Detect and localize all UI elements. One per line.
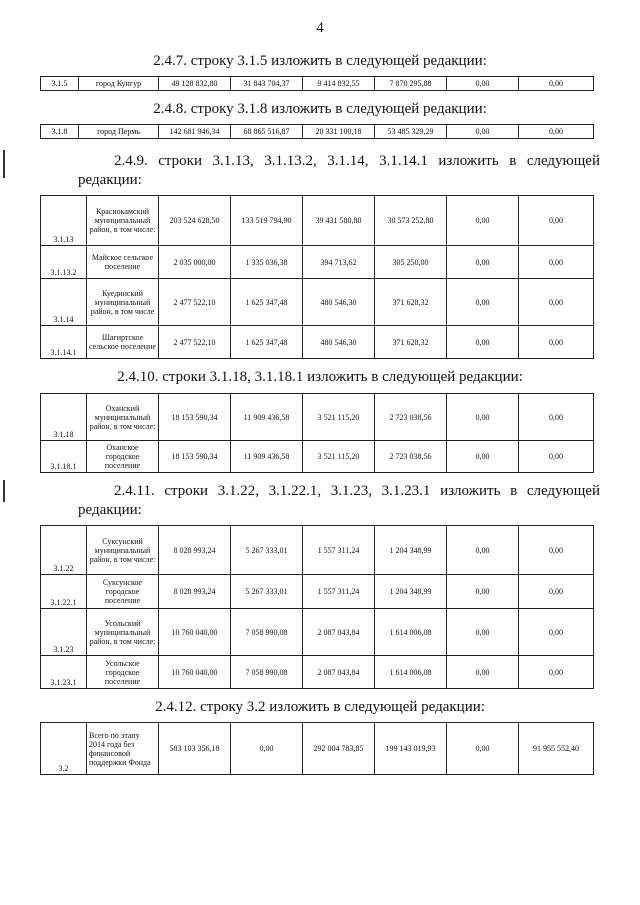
row-value: 371 628,32 — [375, 279, 447, 326]
row-code: 3.1.13.2 — [41, 246, 87, 279]
heading-2-4-12: 2.4.12. строку 3.2 изложить в следующей редакции: — [155, 699, 485, 715]
row-code: 3.1.22 — [41, 526, 87, 575]
row-value: 0,00 — [447, 196, 519, 246]
table-row — [41, 77, 594, 91]
row-value: 583 103 356,18 — [159, 723, 231, 775]
table-row — [41, 723, 594, 775]
row-name: Краснокамский муниципальный район, в том числе: — [87, 196, 159, 246]
row-value: 2 477 522,10 — [159, 326, 231, 359]
row-value: 49 128 832,80 — [159, 77, 231, 91]
row-value: 1 557 311,24 — [303, 526, 375, 575]
heading-line: 2.4.11. строки 3.1.22, 3.1.22.1, 3.1.23, 3.1.23.1 изложить в следующей — [114, 483, 600, 499]
row-name: Суксунский муниципальный район, в том числе: — [87, 526, 159, 575]
table-row — [41, 326, 594, 359]
row-value: 2 477 522,10 — [159, 279, 231, 326]
row-value: 0,00 — [519, 279, 594, 326]
row-name: город Кунгур — [79, 77, 159, 91]
row-value: 0,00 — [519, 441, 594, 473]
row-value: 68 865 516,87 — [231, 125, 303, 139]
row-value: 31 843 704,37 — [231, 77, 303, 91]
row-value: 0,00 — [447, 656, 519, 689]
row-name: Шагиртское сельское поселение — [87, 326, 159, 359]
row-value: 20 331 100,18 — [303, 125, 375, 139]
row-value: 0,00 — [447, 575, 519, 609]
table-row — [41, 196, 594, 246]
row-value: 2 723 038,56 — [375, 441, 447, 473]
page-number: 4 — [316, 20, 324, 36]
row-value: 394 713,62 — [303, 246, 375, 279]
heading-2-4-9 — [78, 152, 600, 190]
row-code: 3.1.14 — [41, 279, 87, 326]
row-value: 1 614 006,08 — [375, 609, 447, 656]
row-code: 3.1.14.1 — [41, 326, 87, 359]
row-value: 199 143 019,93 — [375, 723, 447, 775]
row-value: 11 909 436,58 — [231, 441, 303, 473]
row-value: 0,00 — [447, 125, 519, 139]
row-value: 1 204 348,99 — [375, 575, 447, 609]
row-value: 9 414 832,55 — [303, 77, 375, 91]
row-value: 0,00 — [519, 526, 594, 575]
heading-line: редакции: — [78, 502, 142, 518]
row-name: Усольское городское поселение — [87, 656, 159, 689]
table-3-1-18 — [40, 393, 594, 473]
row-value: 3 521 115,20 — [303, 441, 375, 473]
row-name: Оханский муниципальный район, в том числе: — [87, 394, 159, 441]
row-value: 0,00 — [447, 441, 519, 473]
row-value: 0,00 — [519, 77, 594, 91]
table-row — [41, 279, 594, 326]
table-3-1-13 — [40, 195, 594, 359]
row-value: 0,00 — [447, 609, 519, 656]
heading-2-4-7: 2.4.7. строку 3.1.5 изложить в следующей редакции: — [153, 53, 487, 69]
table-row — [41, 609, 594, 656]
row-value: 0,00 — [519, 575, 594, 609]
row-value: 133 519 794,90 — [231, 196, 303, 246]
row-name: город Пермь — [79, 125, 159, 139]
table-3-1-5 — [40, 76, 594, 91]
row-value: 1 557 311,24 — [303, 575, 375, 609]
row-value: 0,00 — [447, 526, 519, 575]
row-value: 0,00 — [231, 723, 303, 775]
row-value: 2 087 043,84 — [303, 656, 375, 689]
row-value: 0,00 — [447, 279, 519, 326]
row-name: Майское сельское поселение — [87, 246, 159, 279]
row-value: 0,00 — [519, 656, 594, 689]
row-code: 3.1.23.1 — [41, 656, 87, 689]
row-value: 0,00 — [447, 77, 519, 91]
row-name: Суксунское городское поселение — [87, 575, 159, 609]
row-value: 480 546,30 — [303, 326, 375, 359]
row-value: 0,00 — [447, 723, 519, 775]
row-value: 1 625 347,48 — [231, 279, 303, 326]
table-row — [41, 246, 594, 279]
heading-2-4-8: 2.4.8. строку 3.1.8 изложить в следующей редакции: — [153, 101, 487, 117]
row-value: 0,00 — [519, 125, 594, 139]
row-code: 3.1.8 — [41, 125, 79, 139]
table-3-1-8 — [40, 124, 594, 139]
scan-margin-mark — [3, 150, 5, 178]
row-name: Усольский муниципальный район, в том числе: — [87, 609, 159, 656]
row-value: 91 955 552,40 — [519, 723, 594, 775]
row-value: 0,00 — [519, 394, 594, 441]
row-name: Всего по этапу 2014 года без финансовой поддержки Фонда — [87, 723, 159, 775]
row-value: 1 204 348,99 — [375, 526, 447, 575]
row-value: 1 335 036,38 — [231, 246, 303, 279]
row-value: 3 521 115,20 — [303, 394, 375, 441]
row-code: 3.2 — [41, 723, 87, 775]
table-row — [41, 575, 594, 609]
row-value: 7 870 295,88 — [375, 77, 447, 91]
row-value: 10 760 040,00 — [159, 609, 231, 656]
row-value: 8 028 993,24 — [159, 526, 231, 575]
row-value: 480 546,30 — [303, 279, 375, 326]
row-value: 0,00 — [519, 609, 594, 656]
row-value: 142 681 946,34 — [159, 125, 231, 139]
row-value: 18 153 590,34 — [159, 441, 231, 473]
row-name: Оханское городское поселение — [87, 441, 159, 473]
row-code: 3.1.18.1 — [41, 441, 87, 473]
heading-2-4-11 — [78, 482, 600, 520]
row-value: 0,00 — [519, 196, 594, 246]
row-value: 30 573 252,80 — [375, 196, 447, 246]
row-code: 3.1.22.1 — [41, 575, 87, 609]
heading-2-4-10: 2.4.10. строки 3.1.18, 3.1.18.1 изложить в следующей редакции: — [117, 369, 523, 385]
row-value: 2 087 043,84 — [303, 609, 375, 656]
row-value: 371 628,32 — [375, 326, 447, 359]
table-row — [41, 394, 594, 441]
table-3-2 — [40, 722, 594, 775]
heading-line: редакции: — [78, 172, 142, 188]
table-row — [41, 125, 594, 139]
row-value: 7 058 990,08 — [231, 656, 303, 689]
row-value: 0,00 — [519, 246, 594, 279]
row-value: 1 614 006,08 — [375, 656, 447, 689]
row-value: 0,00 — [447, 246, 519, 279]
table-row — [41, 656, 594, 689]
row-value: 39 431 580,80 — [303, 196, 375, 246]
row-value: 5 267 333,01 — [231, 575, 303, 609]
row-code: 3.1.13 — [41, 196, 87, 246]
row-value: 2 035 000,00 — [159, 246, 231, 279]
row-value: 203 524 628,50 — [159, 196, 231, 246]
table-row — [41, 526, 594, 575]
row-code: 3.1.23 — [41, 609, 87, 656]
row-name: Куединский муниципальный район, в том числе — [87, 279, 159, 326]
row-value: 5 267 333,01 — [231, 526, 303, 575]
table-3-1-22 — [40, 525, 594, 689]
row-value: 7 058 990,08 — [231, 609, 303, 656]
row-value: 18 153 590,34 — [159, 394, 231, 441]
row-value: 2 723 038,56 — [375, 394, 447, 441]
scan-margin-mark — [3, 480, 5, 502]
row-value: 0,00 — [447, 394, 519, 441]
row-value: 0,00 — [519, 326, 594, 359]
row-value: 10 760 040,00 — [159, 656, 231, 689]
row-code: 3.1.5 — [41, 77, 79, 91]
row-value: 11 909 436,58 — [231, 394, 303, 441]
row-value: 1 625 347,48 — [231, 326, 303, 359]
row-value: 292 004 783,85 — [303, 723, 375, 775]
table-row — [41, 441, 594, 473]
row-value: 305 250,00 — [375, 246, 447, 279]
row-code: 3.1.18 — [41, 394, 87, 441]
row-value: 0,00 — [447, 326, 519, 359]
row-value: 53 485 329,29 — [375, 125, 447, 139]
row-value: 8 028 993,24 — [159, 575, 231, 609]
heading-line: 2.4.9. строки 3.1.13, 3.1.13.2, 3.1.14, 3.1.14.1 изложить в следующей — [114, 153, 600, 169]
